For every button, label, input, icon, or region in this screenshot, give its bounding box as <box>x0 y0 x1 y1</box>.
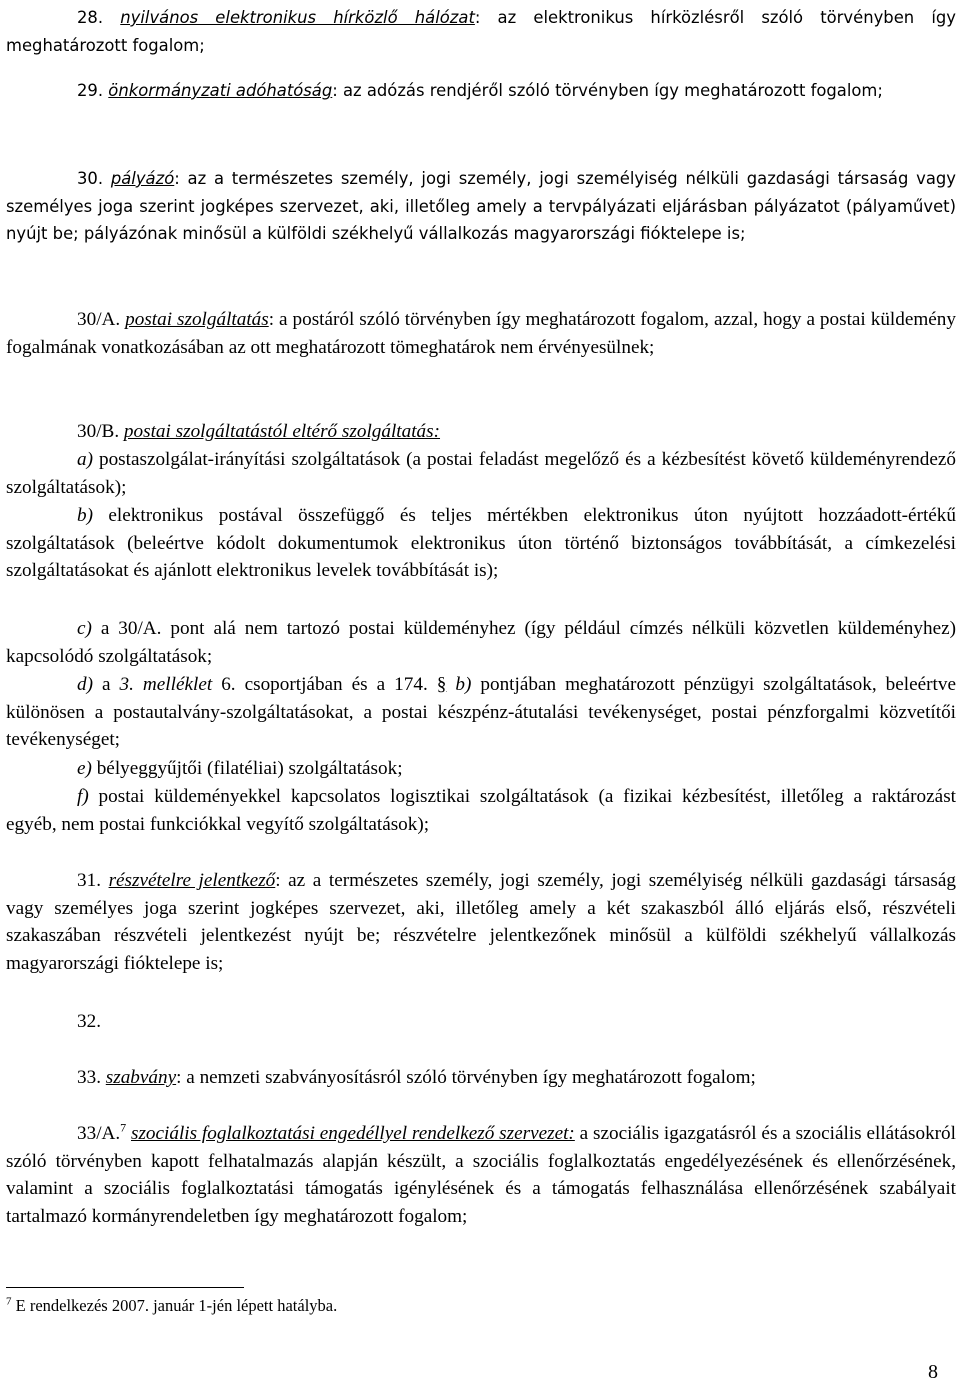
definition-32: 32. <box>77 1011 101 1032</box>
term-30: pályázó <box>110 169 175 188</box>
footnote <box>6 1296 337 1316</box>
definition-30: 30. pályázó: az a természetes személy, jogi személy, jogi személyiség nélküli gazdasági társaság vagy személyes joga szerint jogképes szervezet, aki, illetőleg amely a tervpályázati eljárásban pályázatot (pályaművet) nyújt be; pályázónak minősül a külföldi székhelyű vállalkozás magyarországi fióktelepe is; <box>6 169 956 243</box>
term-30b: postai szolgáltatástól eltérő szolgáltatás: <box>123 421 441 442</box>
definition-30b-c: c) a 30/A. pont alá nem tartozó postai küldeményhez (így például címzés nélküli közvetlen küldeményhez) kapcsolódó szolgáltatások; <box>6 618 956 667</box>
term-29: önkormányzati adóhatóság <box>108 81 333 100</box>
term-33: szabvány <box>105 1067 177 1088</box>
definition-33: 33. szabvány: a nemzeti szabványosításról szóló törvényben így meghatározott fogalom; <box>77 1067 756 1088</box>
footnote-number: 7 <box>6 1295 12 1308</box>
label-a: a) <box>77 449 93 470</box>
footnote-ref[interactable]: 7 <box>120 1120 127 1135</box>
label-f: f) <box>77 786 89 807</box>
definition-30b-e: e) bélyeggyűjtői (filatéliai) szolgáltatások; <box>77 758 403 779</box>
definition-33a: 33/A.$^7$ szociális foglalkoztatási engedéllyel rendelkező szervezet: a szociális igazgatásról és a szociális ellátásokról szóló törvényben kapott felhatalmazás alapján készült, a szociális foglalkoztatás engedélyezésének és ellenőrzésének, valamint a szociális foglalkoztatási támogatás igénylésének és a támogatás felhasználása ellenőrzésének szabályait tartalmazó kormányrendeletben így meghatározott fogalom; <box>6 1120 956 1227</box>
definition-29: 29. önkormányzati adóhatóság: az adózás rendjéről szóló törvényben így meghatározott fogalom; <box>77 81 883 100</box>
definition-28: 28. nyilvános elektronikus hírközlő hálózat: az elektronikus hírközlésről szóló törvényben így meghatározott fogalom; <box>6 8 956 55</box>
term-31: részvételre jelentkező <box>108 870 276 891</box>
page-number: 8 <box>928 1361 938 1383</box>
definition-30b-a: a) postaszolgálat-irányítási szolgáltatások (a postai feladást megelőző és a kézbesítést követő küldeményrendező szolgáltatások); <box>6 449 956 498</box>
label-e: e) <box>77 758 92 779</box>
footnote-text: E rendelkezés 2007. január 1-jén lépett hatályba. <box>11 1296 338 1315</box>
section-sign: § <box>436 674 447 695</box>
term-30a: postai szolgáltatás <box>125 309 269 330</box>
definition-30b-b: b) elektronikus postával összefüggő és teljes mértékben elektronikus úton nyújtott hozzáadott-értékű szolgáltatások (beleértve kódolt dokumentumok elektronikus úton történő biztonságos továbbítását, a címkezelési szolgáltatásokat és ajánlott elektronikus levelek továbbítását is); <box>6 505 956 581</box>
definition-30a: 30/A. postai szolgáltatás: a postáról szóló törvényben így meghatározott fogalom, azzal, hogy a postai küldemény fogalmának vonatkozásában az ott meghatározott tömeghatárok nem érvényesülnek; <box>6 309 956 358</box>
label-c: c) <box>77 618 92 639</box>
term-33a: szociális foglalkoztatási engedéllyel rendelkező szervezet: <box>131 1123 575 1144</box>
definition-30b-d: d) a 3. melléklet 6. csoportjában és a 174. § b) pontjában meghatározott pénzügyi szolgáltatások, beleértve különösen a postautalvány-szolgáltatásokat, a postai készpénz-átutalási tevékenységet, postai pénzforgalmi közvetítői tevékenységet; <box>6 674 956 750</box>
footnote-divider <box>6 1287 244 1288</box>
term-28: nyilvános elektronikus hírközlő hálózat <box>120 8 475 27</box>
definition-30b-f: f) postai küldeményekkel kapcsolatos logisztikai szolgáltatások (a fizikai kézbesítést, illetőleg a raktározást egyéb, nem postai funkciókkal vegyítő szolgáltatások); <box>6 786 956 835</box>
reference-annex: 3. melléklet <box>119 674 213 695</box>
reference-point: b) <box>446 674 472 695</box>
definition-31: 31. részvételre jelentkező: az a természetes személy, jogi személy, jogi személyiség nélküli gazdasági társaság vagy személyes joga szerint jogképes szervezet, aki, illetőleg amely a két szakaszból álló eljárás első, részvételi szakaszában részvételi jelentkezést nyújt be; részvételre jelentkezőnek minősül a külföldi székhelyű vállalkozás magyarországi fióktelepe is; <box>6 870 956 974</box>
definition-30b: 30/B. postai szolgáltatástól eltérő szolgáltatás: <box>77 421 441 442</box>
label-d: d) <box>77 674 93 695</box>
label-b: b) <box>77 505 93 526</box>
